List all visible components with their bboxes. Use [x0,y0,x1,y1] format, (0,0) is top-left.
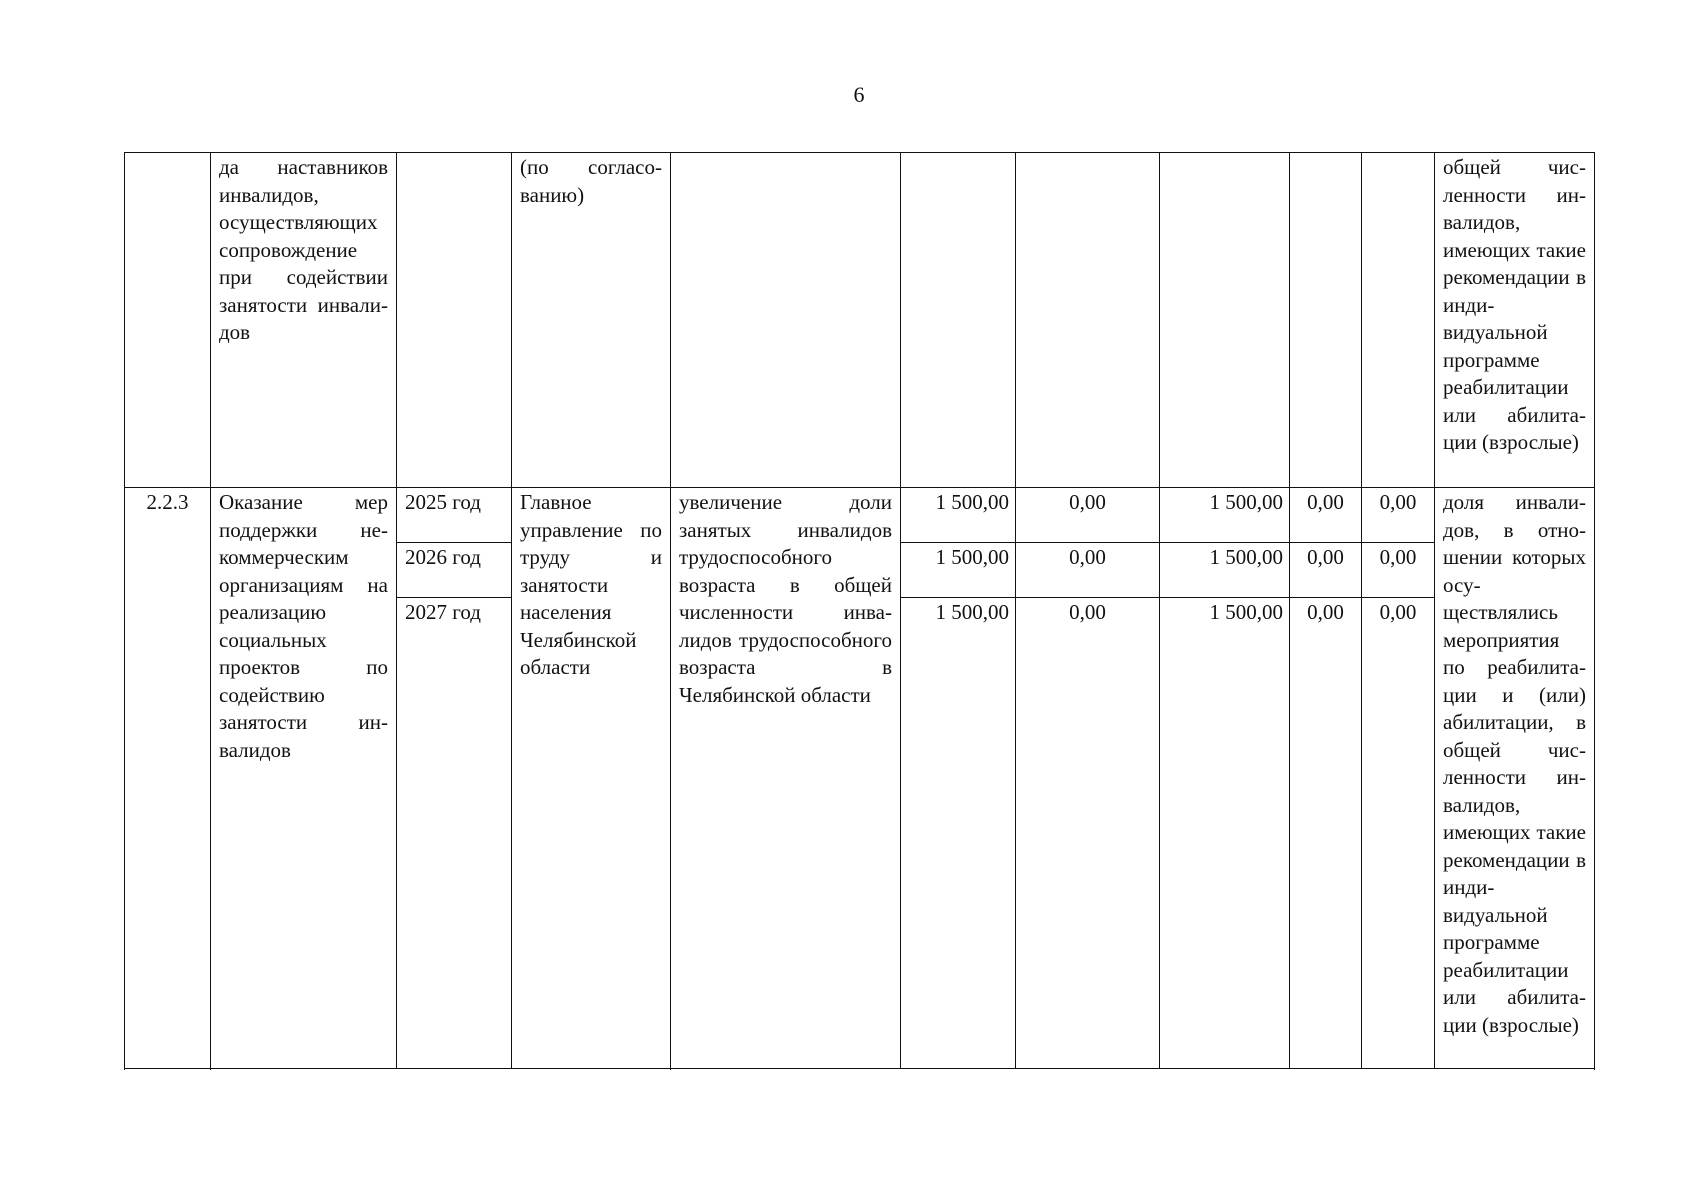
cell-total-2026: 1 500,00 [901,543,1016,598]
cell-name: да наставников инвалидов, осуществляющих сопровождение при содействии занятости инвалидов [211,153,397,488]
cell-indicator: общей численности инвалидов, имеющих такие рекомендации в индивидуальной программе реабилитации или абилитации (взрослые) [1435,153,1595,488]
cell-result [671,153,901,488]
cell-c3 [1290,153,1362,488]
cell-c4-2026: 0,00 [1362,543,1435,598]
cell-item-result: увеличение доли занятых инвалидов трудоспособного возраста в общей численности инвалидов трудоспособного возраста в Челябинской области [671,488,901,1069]
cell-executor: (по согласованию) [512,153,671,488]
cell-c2-2026: 1 500,00 [1160,543,1290,598]
cell-c1-2026: 0,00 [1016,543,1160,598]
cell-item-indicator: доля инвалидов, в отношении которых осуществлялись мероприятия по реабилитации и (или) абилитации, в общей численности инвалидов, имеющих такие рекомендации в индивидуальной программе реабилитации или абилитации (взрослые) [1435,488,1595,1069]
cell-c3-2025: 0,00 [1290,488,1362,543]
cell-year-2027: 2027 год [397,598,512,1069]
page-number: 6 [853,82,865,107]
cell-c4 [1362,153,1435,488]
cell-c2-2027: 1 500,00 [1160,598,1290,1069]
cell-c1 [1016,153,1160,488]
cell-item-executor: Главное управление по труду и занятости населения Челябинской области [512,488,671,1069]
cell-c2 [1160,153,1290,488]
table-row-continuation [125,153,1595,488]
cell-year-2025: 2025 год [397,488,512,543]
cell-item-name: Оказание мер поддержки некоммерческим организациям на реализацию социальных проектов по содействию занятости инвалидов [211,488,397,1069]
cell-item-number: 2.2.3 [125,488,211,1069]
cell-number [125,153,211,488]
cell-c2-2025: 1 500,00 [1160,488,1290,543]
cell-year [397,153,512,488]
table-row-2025 [125,488,1595,543]
cell-c1-2027: 0,00 [1016,598,1160,1069]
cell-total-2025: 1 500,00 [901,488,1016,543]
cell-total [901,153,1016,488]
program-table [124,152,1595,1069]
cell-c3-2026: 0,00 [1290,543,1362,598]
cell-c3-2027: 0,00 [1290,598,1362,1069]
cell-c1-2025: 0,00 [1016,488,1160,543]
cell-c4-2027: 0,00 [1362,598,1435,1069]
cell-year-2026: 2026 год [397,543,512,598]
cell-total-2027: 1 500,00 [901,598,1016,1069]
cell-c4-2025: 0,00 [1362,488,1435,543]
